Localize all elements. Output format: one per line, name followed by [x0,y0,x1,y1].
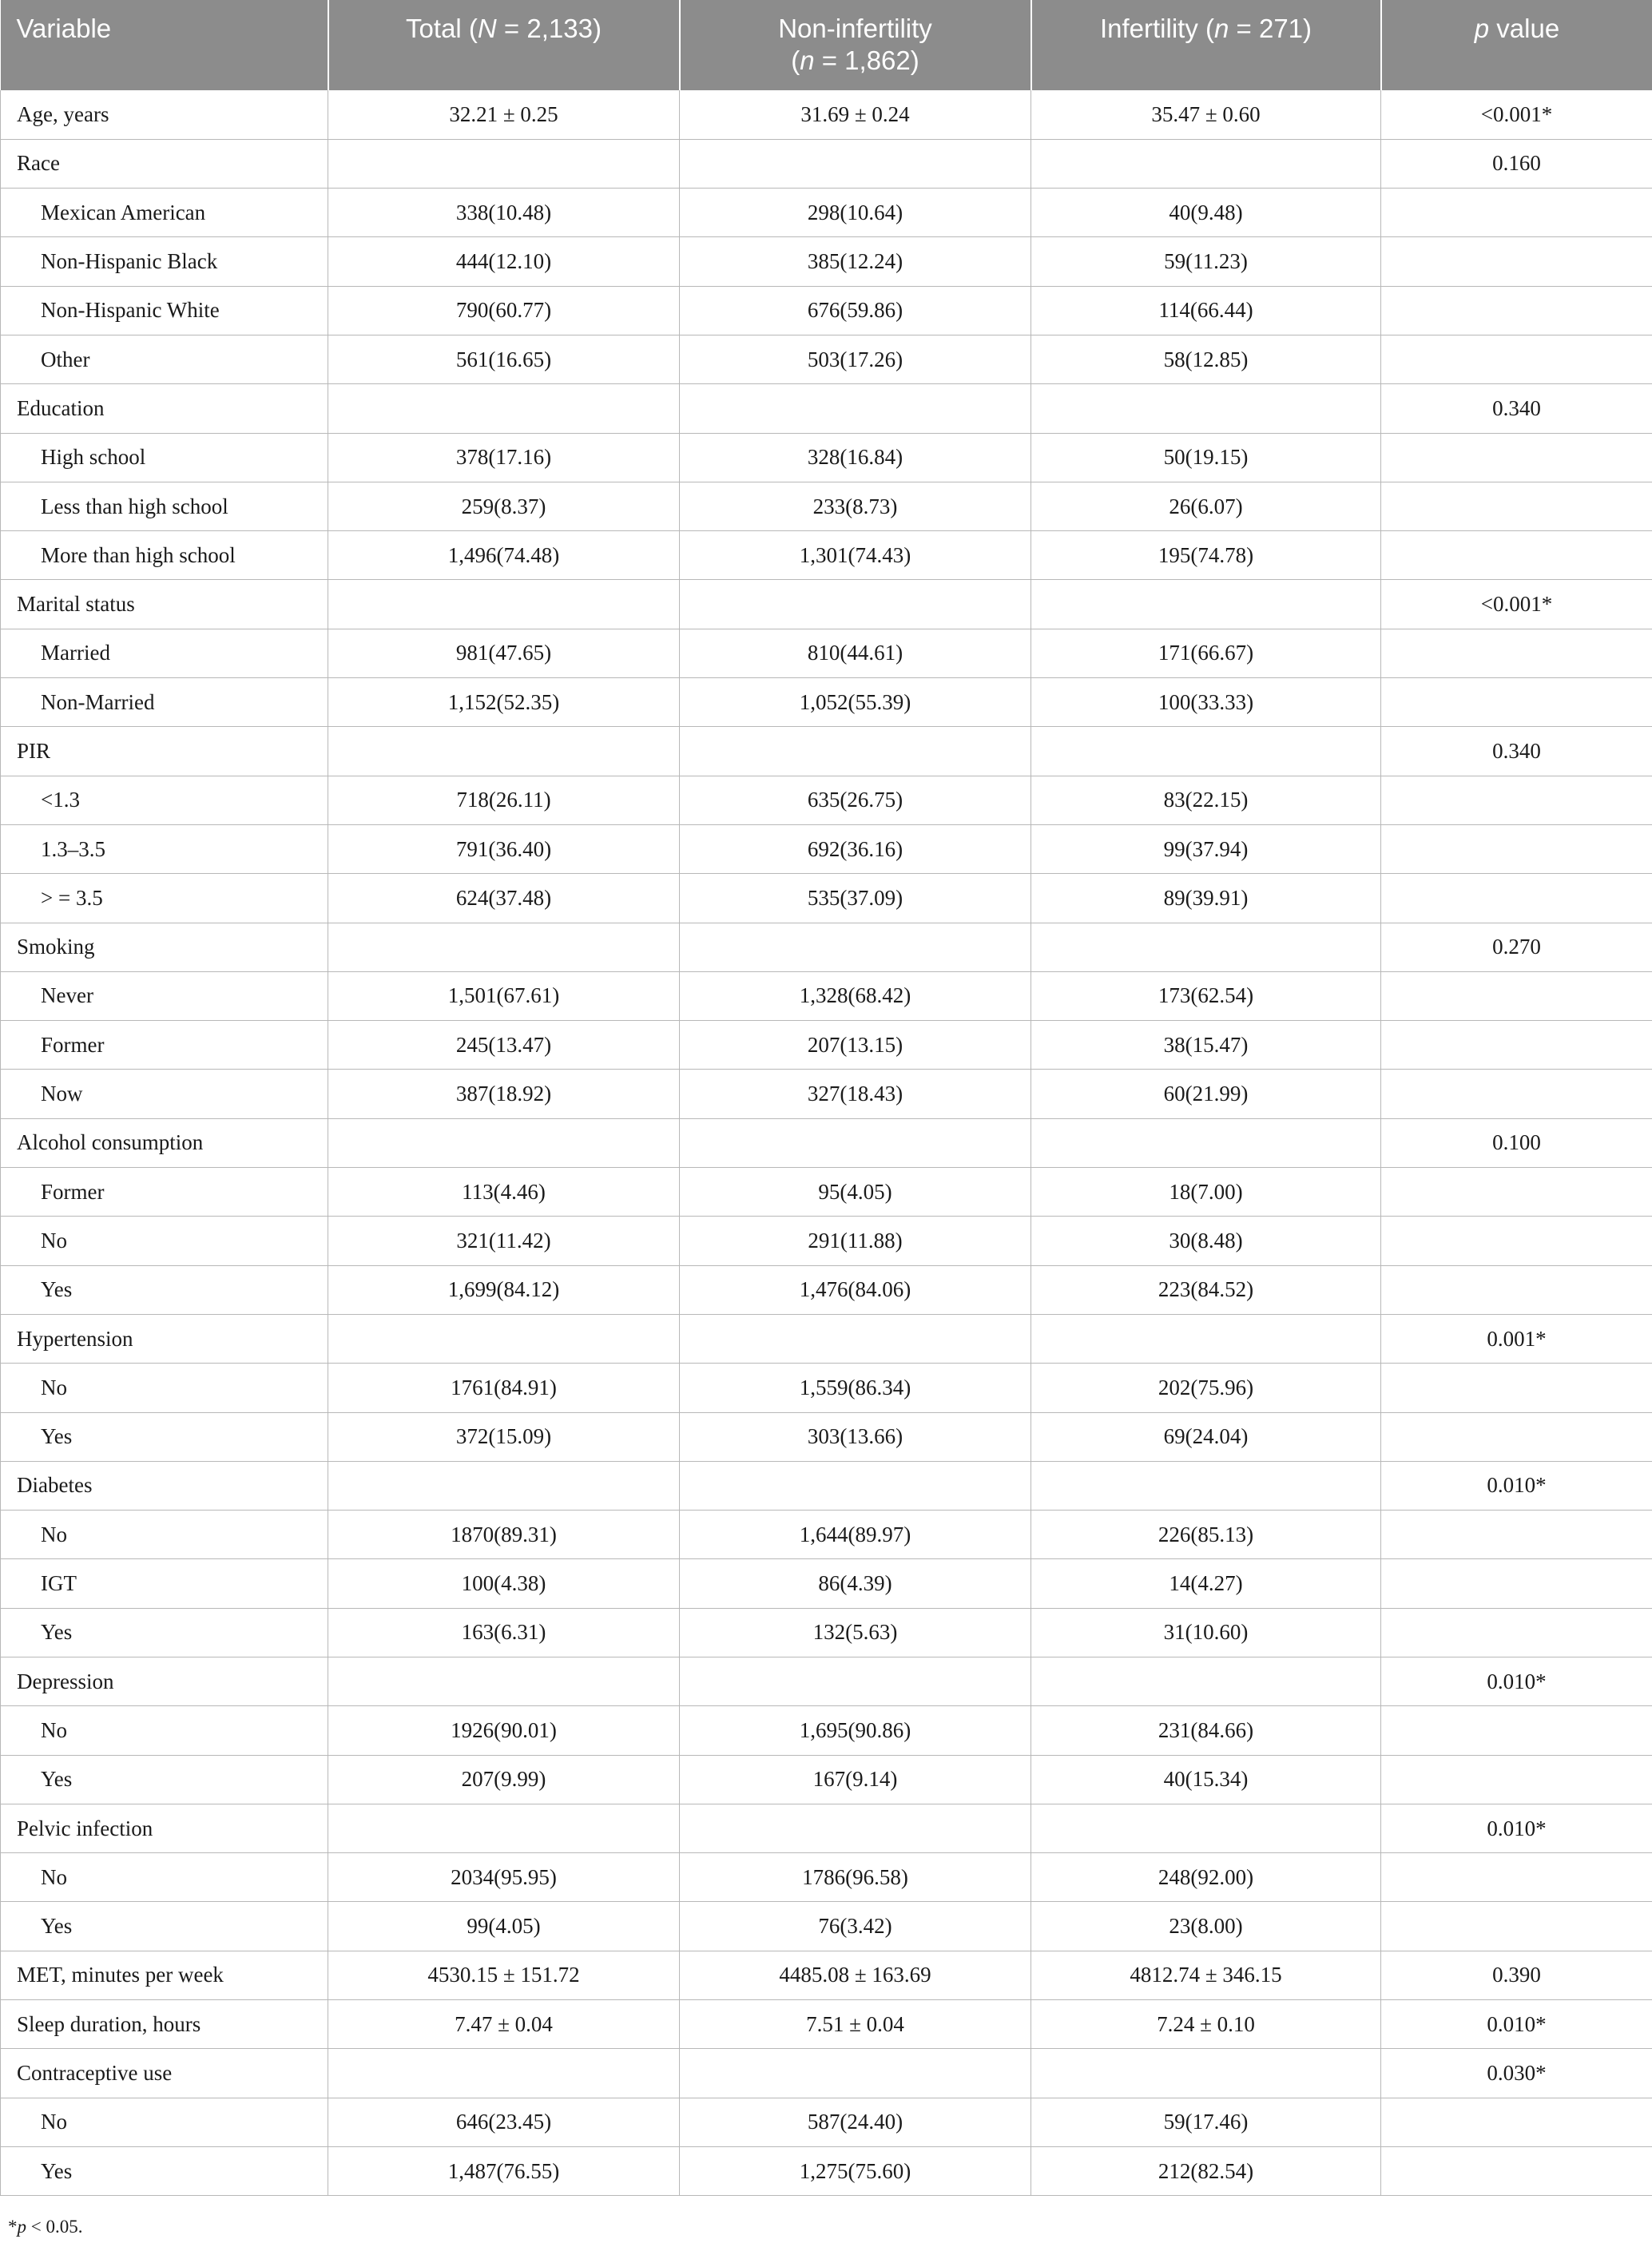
cell-infertility: 58(12.85) [1031,335,1381,383]
row-sublabel: Mexican American [1,189,328,237]
header-row [1,0,1652,90]
cell-p-value: 0.010* [1381,1804,1652,1852]
row-sublabel: No [1,2098,328,2146]
cell-total: 1,496(74.48) [328,531,680,580]
cell-infertility [1031,1461,1381,1510]
row-sublabel: IGT [1,1559,328,1608]
row-label: Age, years [1,90,328,139]
cell-infertility: 4812.74 ± 346.15 [1031,1951,1381,1999]
table-row [1,90,1652,139]
cell-non-infertility: 1,301(74.43) [680,531,1031,580]
cell-total [328,2049,680,2098]
cell-p-value: 0.340 [1381,727,1652,776]
header-total-prefix: Total ( [406,14,478,43]
cell-infertility [1031,1314,1381,1363]
cell-total: 790(60.77) [328,286,680,335]
cell-non-infertility: 1,052(55.39) [680,678,1031,727]
cell-p-value [1381,1608,1652,1657]
row-sublabel: Non-Married [1,678,328,727]
header-inf-n: n [1214,14,1229,43]
table-row [1,286,1652,335]
cell-infertility [1031,580,1381,629]
cell-total: 4530.15 ± 151.72 [328,1951,680,1999]
cell-non-infertility: 31.69 ± 0.24 [680,90,1031,139]
table-row [1,1314,1652,1363]
table-row [1,384,1652,433]
table-row [1,1608,1652,1657]
cell-p-value [1381,629,1652,677]
cell-p-value [1381,2146,1652,2195]
cell-p-value: 0.001* [1381,1314,1652,1363]
table-row [1,1168,1652,1217]
row-label: Smoking [1,923,328,971]
cell-non-infertility: 535(37.09) [680,874,1031,923]
header-inf-prefix: Infertility ( [1099,14,1214,43]
cell-total: 372(15.09) [328,1412,680,1461]
row-sublabel: Married [1,629,328,677]
row-sublabel: <1.3 [1,776,328,824]
row-label: Alcohol consumption [1,1118,328,1167]
cell-total [328,923,680,971]
table-row [1,580,1652,629]
row-sublabel: No [1,1217,328,1265]
cell-total: 387(18.92) [328,1070,680,1118]
header-non-infertility [680,0,1031,90]
cell-total [328,1461,680,1510]
cell-non-infertility: 328(16.84) [680,433,1031,482]
table-row [1,874,1652,923]
cell-total: 99(4.05) [328,1902,680,1951]
cell-infertility: 226(85.13) [1031,1511,1381,1559]
table-row [1,237,1652,286]
cell-non-infertility: 76(3.42) [680,1902,1031,1951]
row-label: Depression [1,1657,328,1706]
cell-non-infertility: 587(24.40) [680,2098,1031,2146]
cell-p-value [1381,531,1652,580]
row-sublabel: No [1,1706,328,1755]
cell-non-infertility [680,2049,1031,2098]
row-sublabel: Yes [1,1902,328,1951]
table-row [1,1804,1652,1852]
cell-total [328,580,680,629]
cell-total: 791(36.40) [328,824,680,873]
cell-infertility: 173(62.54) [1031,971,1381,1020]
table-row [1,1265,1652,1314]
cell-infertility: 114(66.44) [1031,286,1381,335]
row-label: Contraceptive use [1,2049,328,2098]
cell-p-value [1381,433,1652,482]
cell-total: 113(4.46) [328,1168,680,1217]
cell-non-infertility: 291(11.88) [680,1217,1031,1265]
cell-p-value [1381,971,1652,1020]
cell-infertility: 223(84.52) [1031,1265,1381,1314]
table-footnote [8,2217,82,2237]
table-row [1,971,1652,1020]
cell-infertility [1031,2049,1381,2098]
cell-non-infertility [680,727,1031,776]
cell-infertility: 69(24.04) [1031,1412,1381,1461]
row-label: MET, minutes per week [1,1951,328,1999]
row-sublabel: More than high school [1,531,328,580]
cell-non-infertility: 207(13.15) [680,1021,1031,1070]
row-sublabel: 1.3–3.5 [1,824,328,873]
table-row [1,776,1652,824]
cell-infertility: 99(37.94) [1031,824,1381,873]
cell-non-infertility: 86(4.39) [680,1559,1031,1608]
row-sublabel: Non-Hispanic White [1,286,328,335]
row-label: Diabetes [1,1461,328,1510]
cell-p-value [1381,189,1652,237]
cell-total: 1,487(76.55) [328,2146,680,2195]
cell-non-infertility [680,1461,1031,1510]
row-sublabel: No [1,1511,328,1559]
row-sublabel: Less than high school [1,482,328,530]
row-sublabel: High school [1,433,328,482]
cell-infertility [1031,1118,1381,1167]
cell-p-value: <0.001* [1381,90,1652,139]
header-noninf-line1: Non-infertility [778,14,932,43]
cell-infertility: 202(75.96) [1031,1364,1381,1412]
cell-non-infertility [680,384,1031,433]
cell-infertility: 59(17.46) [1031,2098,1381,2146]
cell-p-value [1381,1902,1652,1951]
row-sublabel: Other [1,335,328,383]
cell-non-infertility: 635(26.75) [680,776,1031,824]
cell-non-infertility: 1,476(84.06) [680,1265,1031,1314]
table-row [1,2146,1652,2195]
table-row [1,824,1652,873]
cell-infertility: 100(33.33) [1031,678,1381,727]
cell-total: 624(37.48) [328,874,680,923]
cell-non-infertility: 1,275(75.60) [680,2146,1031,2195]
table-row [1,1364,1652,1412]
footnote-text: < 0.05. [26,2217,83,2237]
cell-non-infertility [680,580,1031,629]
cell-infertility: 40(15.34) [1031,1755,1381,1804]
cell-infertility: 248(92.00) [1031,1853,1381,1902]
cell-total: 718(26.11) [328,776,680,824]
cell-p-value [1381,1706,1652,1755]
row-sublabel: Former [1,1168,328,1217]
cell-p-value: 0.010* [1381,1461,1652,1510]
cell-infertility: 195(74.78) [1031,531,1381,580]
cell-p-value: 0.030* [1381,2049,1652,2098]
table-row [1,629,1652,677]
cell-total [328,727,680,776]
row-sublabel: Yes [1,1755,328,1804]
cell-non-infertility: 303(13.66) [680,1412,1031,1461]
row-label: Education [1,384,328,433]
cell-p-value [1381,237,1652,286]
table-row [1,2098,1652,2146]
cell-non-infertility: 1,328(68.42) [680,971,1031,1020]
cell-non-infertility: 95(4.05) [680,1168,1031,1217]
cell-p-value [1381,1412,1652,1461]
cell-infertility [1031,384,1381,433]
row-label: Race [1,139,328,188]
table-row [1,1853,1652,1902]
cell-p-value: 0.340 [1381,384,1652,433]
row-sublabel: Never [1,971,328,1020]
cell-p-value [1381,1265,1652,1314]
table-row [1,1412,1652,1461]
cell-total: 1,501(67.61) [328,971,680,1020]
header-noninf-n: n [800,46,815,75]
cell-total: 245(13.47) [328,1021,680,1070]
cell-non-infertility: 1,644(89.97) [680,1511,1031,1559]
row-sublabel: No [1,1853,328,1902]
row-sublabel: Yes [1,1265,328,1314]
row-label: PIR [1,727,328,776]
cell-p-value [1381,2098,1652,2146]
cell-p-value: 0.270 [1381,923,1652,971]
cell-non-infertility: 167(9.14) [680,1755,1031,1804]
table-row [1,531,1652,580]
row-sublabel: No [1,1364,328,1412]
cell-non-infertility: 4485.08 ± 163.69 [680,1951,1031,1999]
table-row [1,1217,1652,1265]
row-sublabel: Former [1,1021,328,1070]
header-infertility [1031,0,1381,90]
cell-total: 259(8.37) [328,482,680,530]
table-row [1,1559,1652,1608]
cell-total: 100(4.38) [328,1559,680,1608]
cell-non-infertility [680,1804,1031,1852]
cell-infertility: 18(7.00) [1031,1168,1381,1217]
table-row [1,923,1652,971]
table-row [1,1461,1652,1510]
cell-total: 32.21 ± 0.25 [328,90,680,139]
cell-infertility: 35.47 ± 0.60 [1031,90,1381,139]
cell-total [328,1314,680,1363]
table-header [1,0,1652,90]
table-row [1,1021,1652,1070]
header-total-n: N [477,14,497,43]
cell-infertility: 30(8.48) [1031,1217,1381,1265]
cell-infertility: 26(6.07) [1031,482,1381,530]
cell-non-infertility: 1,559(86.34) [680,1364,1031,1412]
cell-non-infertility: 385(12.24) [680,237,1031,286]
cell-total: 321(11.42) [328,1217,680,1265]
cell-infertility: 59(11.23) [1031,237,1381,286]
table-row [1,1951,1652,1999]
cell-non-infertility [680,1657,1031,1706]
cell-total: 338(10.48) [328,189,680,237]
header-p-rest: value [1489,14,1560,43]
table-body [1,90,1652,2196]
row-label: Hypertension [1,1314,328,1363]
cell-non-infertility: 327(18.43) [680,1070,1031,1118]
cell-infertility: 7.24 ± 0.10 [1031,2000,1381,2049]
cell-p-value [1381,776,1652,824]
table-row [1,2000,1652,2049]
table-row [1,1657,1652,1706]
table-row [1,1706,1652,1755]
cell-infertility: 50(19.15) [1031,433,1381,482]
cell-non-infertility [680,139,1031,188]
row-sublabel: Yes [1,2146,328,2195]
cell-total: 981(47.65) [328,629,680,677]
cell-total: 378(17.16) [328,433,680,482]
cell-non-infertility: 1,695(90.86) [680,1706,1031,1755]
cell-p-value [1381,824,1652,873]
cell-infertility [1031,727,1381,776]
row-sublabel: Non-Hispanic Black [1,237,328,286]
cell-p-value [1381,286,1652,335]
cell-total: 1926(90.01) [328,1706,680,1755]
header-noninf-prefix: ( [791,46,800,75]
cell-infertility: 212(82.54) [1031,2146,1381,2195]
cell-non-infertility: 233(8.73) [680,482,1031,530]
table-row [1,727,1652,776]
cell-total: 561(16.65) [328,335,680,383]
cell-total: 2034(95.95) [328,1853,680,1902]
cell-total: 1761(84.91) [328,1364,680,1412]
cell-infertility: 83(22.15) [1031,776,1381,824]
cell-infertility [1031,1804,1381,1852]
cell-total [328,1804,680,1852]
cell-non-infertility: 298(10.64) [680,189,1031,237]
cell-p-value: 0.010* [1381,1657,1652,1706]
cell-non-infertility [680,923,1031,971]
cell-infertility: 89(39.91) [1031,874,1381,923]
table-row [1,1118,1652,1167]
cell-infertility [1031,139,1381,188]
cell-total [328,1657,680,1706]
row-sublabel: > = 3.5 [1,874,328,923]
header-total [328,0,680,90]
table-row [1,139,1652,188]
cell-p-value [1381,1168,1652,1217]
cell-p-value [1381,1853,1652,1902]
cell-non-infertility [680,1314,1031,1363]
cell-infertility: 38(15.47) [1031,1021,1381,1070]
cell-p-value [1381,1364,1652,1412]
table-row [1,1511,1652,1559]
cell-non-infertility [680,1118,1031,1167]
cell-infertility [1031,1657,1381,1706]
cell-total: 207(9.99) [328,1755,680,1804]
table-row [1,1755,1652,1804]
row-label: Marital status [1,580,328,629]
cell-non-infertility: 132(5.63) [680,1608,1031,1657]
header-total-suffix: = 2,133) [496,14,602,43]
cell-p-value: 0.390 [1381,1951,1652,1999]
cell-total [328,384,680,433]
cell-p-value: <0.001* [1381,580,1652,629]
table-row [1,1902,1652,1951]
cell-total [328,1118,680,1167]
header-inf-suffix: = 271) [1229,14,1312,43]
cell-p-value [1381,1511,1652,1559]
cell-p-value [1381,1217,1652,1265]
table-row [1,482,1652,530]
cell-total: 163(6.31) [328,1608,680,1657]
cell-non-infertility: 676(59.86) [680,286,1031,335]
cell-non-infertility: 503(17.26) [680,335,1031,383]
row-sublabel: Yes [1,1412,328,1461]
cell-infertility: 60(21.99) [1031,1070,1381,1118]
table-row [1,433,1652,482]
cell-infertility: 23(8.00) [1031,1902,1381,1951]
header-noninf-suffix: = 1,862) [814,46,919,75]
cell-p-value: 0.010* [1381,2000,1652,2049]
cell-total: 1870(89.31) [328,1511,680,1559]
cell-non-infertility: 7.51 ± 0.04 [680,2000,1031,2049]
cell-non-infertility: 1786(96.58) [680,1853,1031,1902]
cell-p-value: 0.100 [1381,1118,1652,1167]
cell-p-value [1381,1755,1652,1804]
cell-p-value [1381,874,1652,923]
cell-non-infertility: 810(44.61) [680,629,1031,677]
cell-p-value [1381,335,1652,383]
cell-p-value [1381,482,1652,530]
cell-p-value [1381,678,1652,727]
table-row [1,189,1652,237]
cell-infertility: 231(84.66) [1031,1706,1381,1755]
cell-infertility [1031,923,1381,971]
cell-infertility: 171(66.67) [1031,629,1381,677]
cell-total: 1,699(84.12) [328,1265,680,1314]
row-label: Pelvic infection [1,1804,328,1852]
header-p-italic: p [1474,14,1490,43]
row-sublabel: Now [1,1070,328,1118]
cell-infertility: 14(4.27) [1031,1559,1381,1608]
cell-infertility: 40(9.48) [1031,189,1381,237]
cell-non-infertility: 692(36.16) [680,824,1031,873]
cell-total: 1,152(52.35) [328,678,680,727]
cell-total: 7.47 ± 0.04 [328,2000,680,2049]
cell-total: 646(23.45) [328,2098,680,2146]
header-p-value [1381,0,1652,90]
table-row [1,2049,1652,2098]
cell-p-value: 0.160 [1381,139,1652,188]
table-row [1,335,1652,383]
table-row [1,1070,1652,1118]
cell-infertility: 31(10.60) [1031,1608,1381,1657]
cell-p-value [1381,1021,1652,1070]
header-variable: Variable [1,0,328,90]
cell-p-value [1381,1070,1652,1118]
table-row [1,678,1652,727]
footnote-asterisk: * [8,2217,18,2237]
row-sublabel: Yes [1,1608,328,1657]
cell-total [328,139,680,188]
cell-total: 444(12.10) [328,237,680,286]
footnote-p: p [17,2217,26,2237]
cell-p-value [1381,1559,1652,1608]
row-label: Sleep duration, hours [1,2000,328,2049]
